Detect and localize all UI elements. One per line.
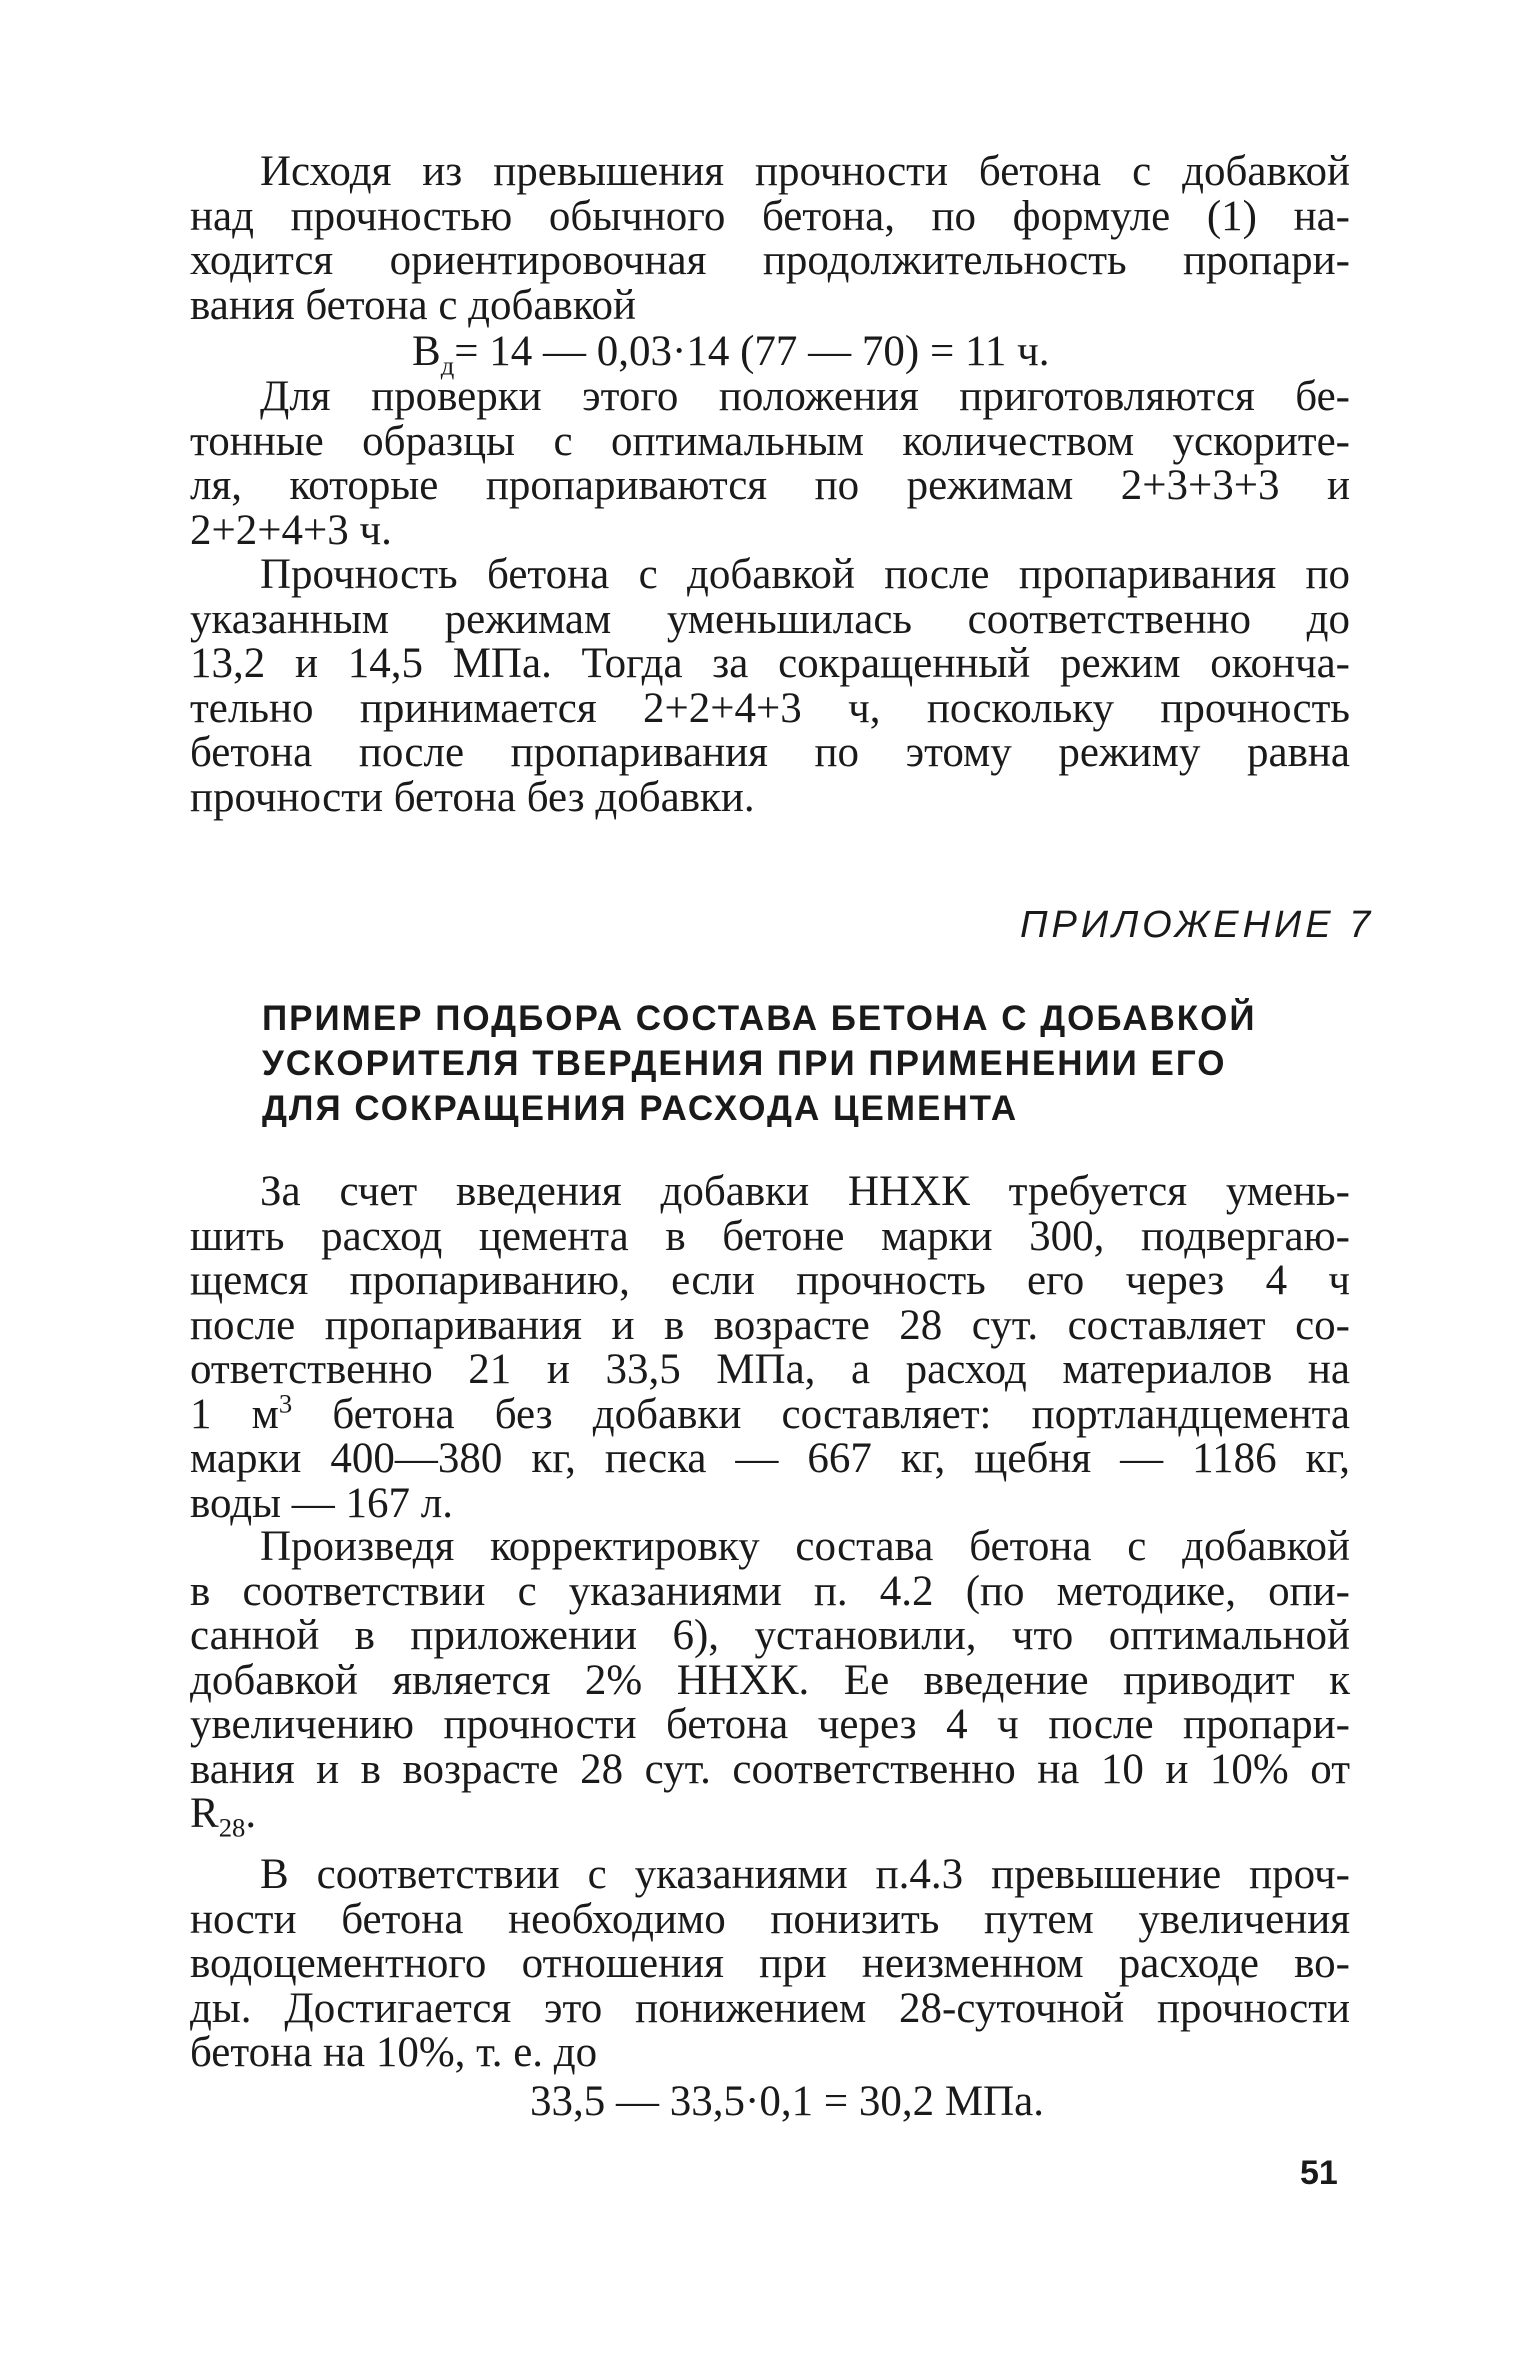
- text-line: Для проверки этого положения приготовляются бе-: [260, 373, 1350, 420]
- paragraph-6: [190, 1853, 1350, 2076]
- page-number: 51: [1300, 2154, 1338, 2192]
- text-line: 1 $м^3$ бетона без добавки составляет: портландцемента: [190, 1388, 1350, 1438]
- text-line: марки 400—380 кг, песка — 667 кг, щебня — 1186 кг,: [190, 1435, 1350, 1482]
- text-line: Прочность бетона с добавкой после пропаривания по: [260, 551, 1350, 598]
- text-line: Исходя из превышения прочности бетона с добавкой: [260, 148, 1350, 195]
- text-line: увеличению прочности бетона через 4 ч после пропари-: [190, 1701, 1350, 1748]
- text-line: вания бетона с добавкой: [190, 281, 637, 329]
- formula-steaming-duration: $B_д= 14$ — 0,03·14 (77 — 70) = 11 ч.: [412, 328, 1050, 381]
- text-line: 2+2+4+3 ч.: [190, 506, 392, 554]
- text-line: Произведя корректировку состава бетона с добавкой: [260, 1523, 1350, 1570]
- text-line: В соответствии с указаниями п.4.3 превышение проч-: [260, 1851, 1350, 1898]
- heading-line: ДЛЯ СОКРАЩЕНИЯ РАСХОДА ЦЕМЕНТА: [262, 1089, 1019, 1128]
- text-line: бетона после пропаривания по этому режиму равна: [190, 729, 1350, 776]
- text-line: тонные образцы с оптимальным количеством ускорите-: [190, 417, 1350, 465]
- text-line: вания и в возрасте 28 сут. соответственно на 10 и 10% от: [190, 1745, 1350, 1793]
- text-line: шить расход цемента в бетоне марки 300, подвергаю-: [190, 1212, 1350, 1260]
- text-line: $R_{28}$.: [190, 1790, 257, 1843]
- text-line: после пропаривания и в возрасте 28 сут. составляет со-: [190, 1301, 1350, 1349]
- paragraph-2: [190, 375, 1350, 553]
- appendix-label: ПРИЛОЖЕНИЕ 7: [1020, 904, 1375, 946]
- text-line: ности бетона необходимо понизить путем увеличения: [190, 1895, 1350, 1943]
- paragraph-3: [190, 553, 1350, 820]
- text-line: воды — 167 л.: [190, 1479, 453, 1527]
- text-line: в соответствии с указаниями п. 4.2 (по методике, опи-: [190, 1567, 1350, 1615]
- text-line: санной в приложении 6), установили, что оптимальной: [190, 1612, 1350, 1659]
- text-line: бетона на 10%, т. е. до: [190, 2029, 598, 2076]
- text-line: указанным режимам уменьшилась соответственно до: [190, 595, 1350, 643]
- heading-line: ПРИМЕР ПОДБОРА СОСТАВА БЕТОНА С ДОБАВКОЙ: [262, 999, 1257, 1038]
- section-heading: [262, 996, 1257, 1131]
- heading-line: УСКОРИТЕЛЯ ТВЕРДЕНИЯ ПРИ ПРИМЕНЕНИИ ЕГО: [262, 1044, 1227, 1083]
- text-line: добавкой является 2% ННХК. Ее введение приводит к: [190, 1656, 1350, 1704]
- text-line: водоцементного отношения при неизменном расходе во-: [190, 1940, 1350, 1987]
- formula-reduced-strength: 33,5 — 33,5·0,1 = 30,2 МПа.: [530, 2078, 1044, 2125]
- text-line: ды. Достигается это понижением 28-суточной прочности: [190, 1984, 1350, 2032]
- text-line: щемся пропариванию, если прочность его через 4 ч: [190, 1257, 1350, 1304]
- text-line: ходится ориентировочная продолжительность пропари-: [190, 237, 1350, 284]
- text-line: ответственно 21 и 33,5 МПа, а расход материалов на: [190, 1346, 1350, 1393]
- paragraph-1: [190, 150, 1350, 328]
- text-line: над прочностью обычного бетона, по формуле (1) на-: [190, 192, 1350, 240]
- text-line: За счет введения добавки ННХК требуется умень-: [260, 1168, 1350, 1215]
- text-line: прочности бетона без добавки.: [190, 773, 755, 821]
- text-line: тельно принимается 2+2+4+3 ч, поскольку прочность: [190, 684, 1350, 732]
- text-line: ля, которые пропариваются по режимам 2+3+3+3 и: [190, 462, 1350, 509]
- text-line: 13,2 и 14,5 МПа. Тогда за сокращенный режим оконча-: [190, 640, 1350, 687]
- paragraph-4: [190, 1170, 1350, 1526]
- paragraph-5: [190, 1523, 1350, 1843]
